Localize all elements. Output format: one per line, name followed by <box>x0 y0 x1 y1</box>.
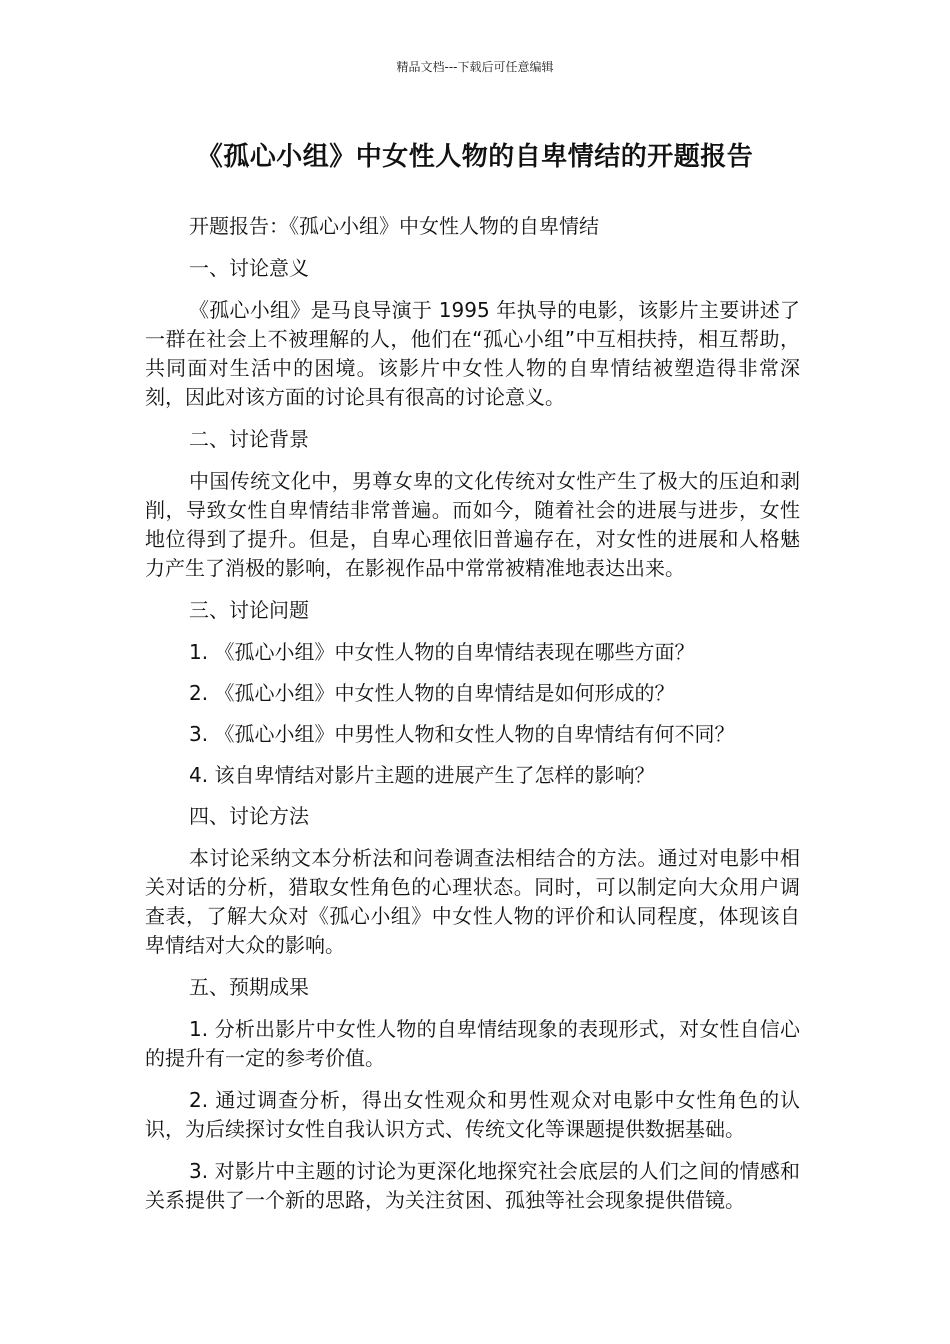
question-item: 1. 《孤心小组》中女性人物的自卑情结表现在哪些方面？ <box>189 640 695 664</box>
section-heading-questions: 三、讨论问题 <box>189 598 309 622</box>
document-title: 《孤心小组》中女性人物的自卑情结的开题报告 <box>196 142 754 172</box>
section-heading-background: 二、讨论背景 <box>189 427 309 451</box>
report-subject: 开题报告：《孤心小组》中女性人物的自卑情结 <box>189 214 599 238</box>
header-note: 精品文档---下载后可任意编辑 <box>396 60 554 74</box>
paragraph-background: 中国传统文化中，男尊女卑的文化传统对女性产生了极大的压迫和剥削，导致女性自卑情结非常普遍。而如今，随着社会的进展与进步，女性地位得到了提升。但是，自卑心理依旧普遍存在，对女性的进展和人格魅力产生了消极的影响，在影视作品中常常被精准地表达出来。 <box>145 469 800 580</box>
section-heading-methods: 四、讨论方法 <box>189 804 309 828</box>
outcome-item: 2. 通过调查分析，得出女性观众和男性观众对电影中女性角色的认识，为后续探讨女性自我认识方式、传统文化等课题提供数据基础。 <box>145 1088 800 1141</box>
section-heading-outcomes: 五、预期成果 <box>189 975 309 999</box>
question-item: 4. 该自卑情结对影片主题的进展产生了怎样的影响？ <box>189 763 655 787</box>
question-item: 2. 《孤心小组》中女性人物的自卑情结是如何形成的？ <box>189 681 675 705</box>
document-body <box>145 212 800 1228</box>
section-heading-significance: 一、讨论意义 <box>189 256 309 280</box>
outcome-item: 3. 对影片中主题的讨论为更深化地探究社会底层的人们之间的情感和关系提供了一个新的思路，为关注贫困、孤独等社会现象提供借镜。 <box>145 1159 800 1212</box>
paragraph-significance: 《孤心小组》是马良导演于 1995 年执导的电影，该影片主要讲述了一群在社会上不被理解的人，他们在“孤心小组”中互相扶持，相互帮助，共同面对生活中的困境。该影片中女性人物的自卑情结被塑造得非常深刻，因此对该方面的讨论具有很高的讨论意义。 <box>145 298 800 409</box>
question-item: 3. 《孤心小组》中男性人物和女性人物的自卑情结有何不同？ <box>189 722 735 746</box>
outcome-item: 1. 分析出影片中女性人物的自卑情结现象的表现形式，对女性自信心的提升有一定的参考价值。 <box>145 1017 800 1070</box>
paragraph-methods: 本讨论采纳文本分析法和问卷调查法相结合的方法。通过对电影中相关对话的分析，猎取女性角色的心理状态。同时，可以制定向大众用户调查表，了解大众对《孤心小组》中女性人物的评价和认同程度，体现该自卑情结对大众的影响。 <box>145 846 800 957</box>
